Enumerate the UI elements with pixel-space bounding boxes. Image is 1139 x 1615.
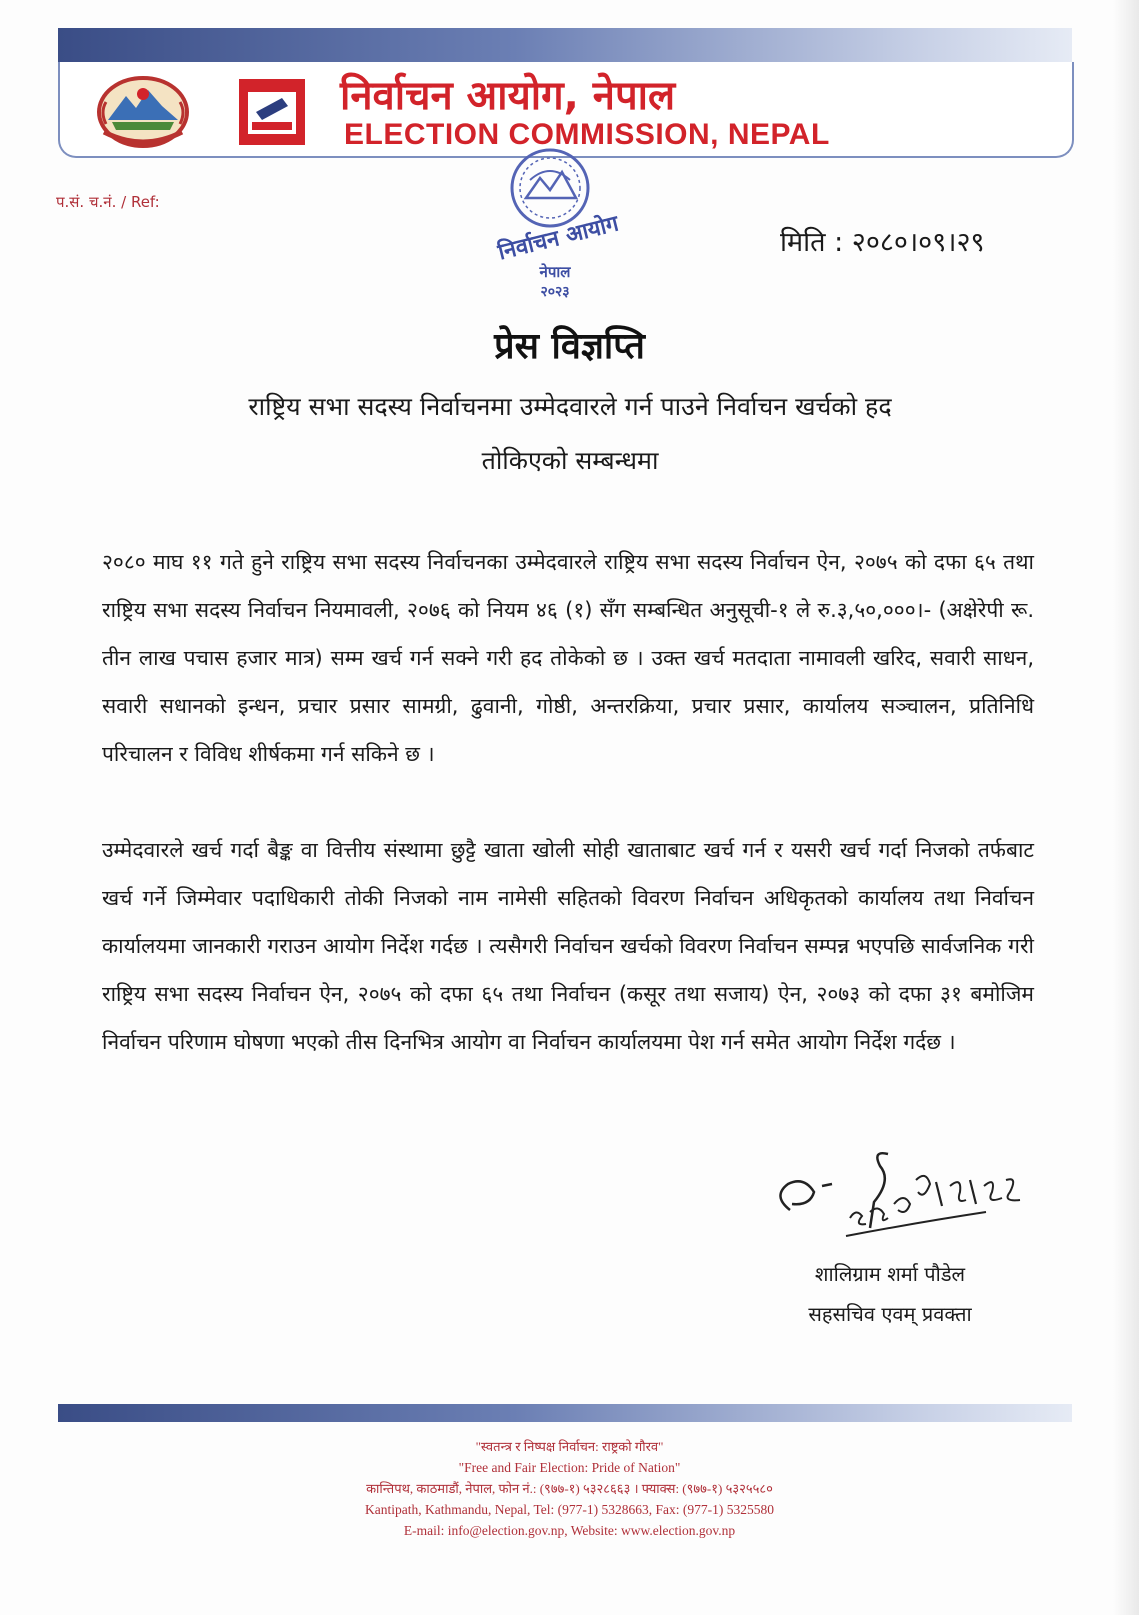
body-paragraph-1: २०८० माघ ११ गते हुने राष्ट्रिय सभा सदस्य निर्वाचनका उम्मेदवारले राष्ट्रिय सभा सदस्य निर्वाचन ऐन, २०७५ को दफा ६५ तथा राष्ट्रिय सभा सदस्य निर्वाचन नियमावली, २०७६ को नियम ४६ (१) सँग सम्बन्धित अनुसूची-१ ले रु.३,५०,०००।- (अक्षेरेपी रू. तीन लाख पचास हजार मात्र) सम्म खर्च गर्न सक्ने गरी हद तोकेको छ । उक्त खर्च मतदाता नामावली खरिद, सवारी साधन, सवारी सधानको इन्धन, प्रचार प्रसार सामग्री, ढुवानी, गोष्ठी, अन्तरक्रिया, प्रचार प्रसार, कार्यालय सञ्चालन, प्रतिनिधि परिचालन र विविध शीर्षकमा गर्न सकिने छ । [102, 550, 1034, 766]
subject-line-1: राष्ट्रिय सभा सदस्य निर्वाचनमा उम्मेदवारले गर्न पाउने निर्वाचन खर्चको हद [248, 392, 892, 421]
document-subject [110, 380, 1030, 488]
header-title-english: ELECTION COMMISSION, NEPAL [344, 118, 830, 151]
reference-label: प.सं. च.नं. / Ref: [56, 193, 160, 211]
footer-address-english: Kantipath, Kathmandu, Nepal, Tel: (977-1) 5328663, Fax: (977-1) 5325580 [365, 1502, 774, 1517]
signatory-name: शालिग्राम शर्मा पौडेल [814, 1262, 966, 1286]
footer-contact: E-mail: info@election.gov.np, Website: www.election.gov.np [403, 1523, 736, 1538]
subject-line-2: तोकिएको सम्बन्धमा [481, 446, 659, 475]
nepal-emblem-icon [92, 72, 194, 150]
page-edge-shadow [1113, 0, 1139, 1615]
handwritten-signature [770, 1140, 1030, 1250]
signatory-title: सहसचिव एवम् प्रवक्ता [808, 1302, 972, 1326]
document-heading: प्रेस विज्ञप्ति [494, 326, 645, 367]
ballot-box-logo-icon [238, 78, 306, 146]
seal-text-country: नेपाल [539, 263, 571, 281]
footer-slogan-english: "Free and Fair Election: Pride of Nation" [458, 1460, 681, 1475]
letter-date: मिति : २०८०।०९।२९ [780, 227, 985, 258]
footer-color-bar [58, 1404, 1072, 1422]
seal-text-year: २०२३ [540, 284, 570, 300]
header-title-nepali: निर्वाचन आयोग, नेपाल [340, 73, 676, 119]
footer [0, 1436, 1139, 1541]
header-color-bar [58, 28, 1072, 64]
footer-slogan-nepali: "स्वतन्त्र र निष्पक्ष निर्वाचन: राष्ट्रको गौरव" [475, 1439, 664, 1454]
body-paragraph-2: उम्मेदवारले खर्च गर्दा बैङ्क वा वित्तीय संस्थामा छुट्टै खाता खोली सोही खाताबाट खर्च गर्न र यसरी खर्च गर्दा निजको तर्फबाट खर्च गर्ने जिम्मेवार पदाधिकारी तोकी निजको नाम नामेसी सहितको विवरण निर्वाचन अधिकृतको कार्यालय तथा निर्वाचन कार्यालयमा जानकारी गराउन आयोग निर्देश गर्दछ । त्यसैगरी निर्वाचन खर्चको विवरण निर्वाचन सम्पन्न भएपछि सार्वजनिक गरी राष्ट्रिय सभा सदस्य निर्वाचन ऐन, २०७५ को दफा ६५ तथा निर्वाचन (कसूर तथा सजाय) ऐन, २०७३ को दफा ३१ बमोजिम निर्वाचन परिणाम घोषणा भएको तीस दिनभित्र आयोग वा निर्वाचन कार्यालयमा पेश गर्न समेत आयोग निर्देश गर्दछ । [102, 838, 1034, 1054]
footer-address-nepali: कान्तिपथ, काठमाडौं, नेपाल, फोन नं.: (९७७-१) ५३२८६६३ । फ्याक्स: (९७७-१) ५३२५५८० [366, 1481, 773, 1496]
seal-text-name: निर्वाचन आयोग [495, 211, 622, 266]
